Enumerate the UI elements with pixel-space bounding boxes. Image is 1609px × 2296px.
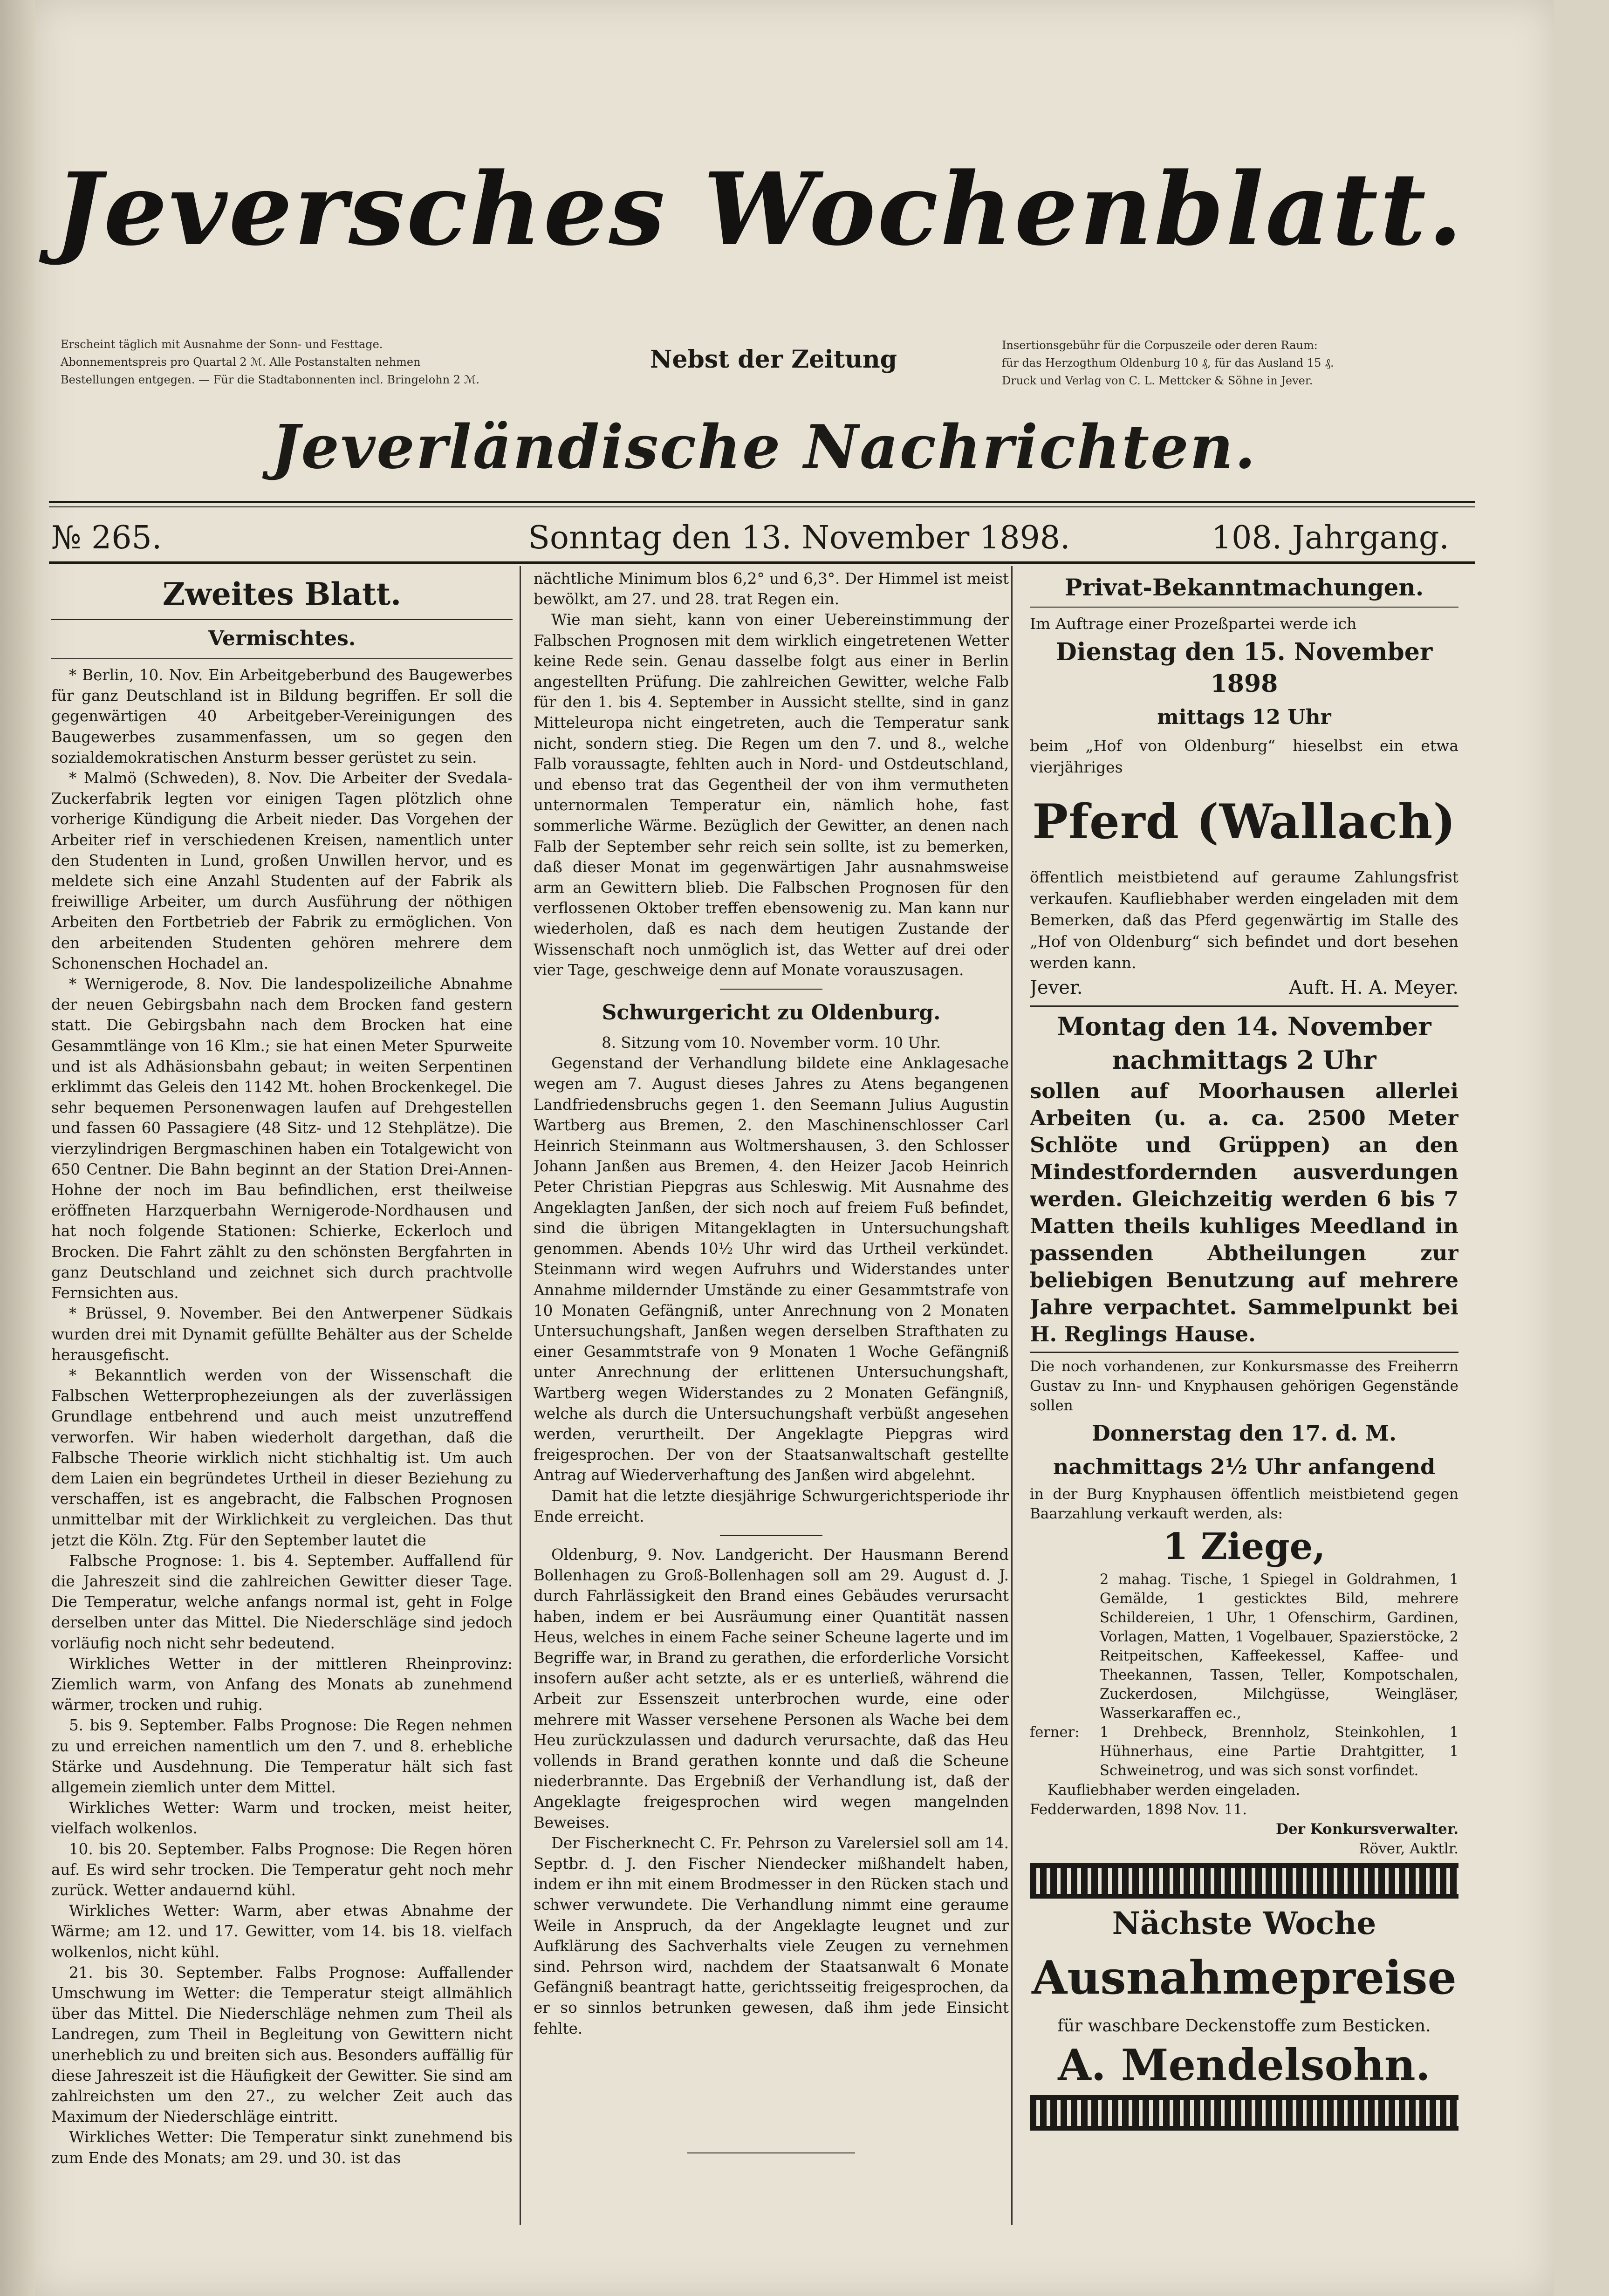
divider (1030, 1352, 1458, 1353)
newspaper-page (35, 0, 1554, 2296)
article-paragraph: 10. bis 20. September. Falbs Prognose: Die Regen hören auf. Es wird sehr trocken. Die Temperatur geht noch mehr zurück. Wetter andauernd kühl. (51, 1840, 513, 1899)
volume-year: 108. Jahrgang. (1211, 519, 1449, 556)
article-paragraph: * Bekanntlich werden von der Wissenschaft die Falbschen Wetterprophezeiungen als der zuverlässigen Grundlage entbehrend und auch meist unzutreffend verworfen. Wir haben wiederholt dargethan, daß die Falbsche Theorie wirklich nicht stichhaltig ist. Um auch dem Laien ein begründetes Urtheil in dieser Beziehung zu verschaffen, ist es angebracht, die Falbschen Prognosen unmittelbar mit der Wirklichkeit zu vergleichen. Das thut jetzt die Köln. Ztg. Für den September lautet die (51, 1366, 513, 1549)
column-divider-1 (520, 566, 521, 2225)
article-paragraph: Wirkliches Wetter in der mittleren Rheinprovinz: Ziemlich warm, von Anfang des Monats ab zunehmend wärmer, trocken und ruhig. (51, 1654, 513, 1714)
ad-body: öffentlich meistbietend auf geraume Zahlungsfrist verkaufen. Kaufliebhaber werden eingeladen mit dem Bemerken, daß das Pferd gegenwärtig im Stalle des „Hof von Oldenburg“ sich befindet und dort besehen werden kann. (1030, 868, 1458, 972)
article-paragraph: * Berlin, 10. Nov. Ein Arbeitgeberbund des Baugewerbes für ganz Deutschland ist in Bildung begriffen. Er soll die gegenwärtigen 40 Arbeitgeber-Vereinigungen des Baugewerbes zusammenfassen, um so gegen den sozialdemokratischen Ansturm besser gerüstet zu sein. (51, 666, 513, 766)
ad-text: beim „Hof von Oldenburg“ hieselbst ein etwa vierjähriges (1030, 737, 1458, 776)
masthead-subtitle: Jeverländische Nachrichten. (271, 412, 1257, 482)
heading-schwurgericht: Schwurgericht zu Oldenburg. (602, 1001, 941, 1025)
heading-vermischtes: Vermischtes. (208, 627, 356, 650)
article-paragraph: Falbsche Prognose: 1. bis 4. September. Auffallend für die Jahreszeit sind die zahlreichen Gewitter dieser Tage. Die Temperatur, welche anfangs normal ist, geht in Folge derselben unter das Mittel. Die Niederschläge sind jedoch vorläufig noch nicht sehr bedeutend. (51, 1551, 513, 1652)
ad-time: mittags 12 Uhr (1157, 705, 1331, 729)
dateline-rule (49, 561, 1475, 564)
divider (1030, 1005, 1458, 1007)
article-paragraph: Wirkliches Wetter: Warm, aber etwas Abnahme der Wärme; am 12. und 17. Gewitter, vom 14. bis 18. vielfach wolkenlos, nicht kühl. (51, 1902, 513, 1961)
header-rule-top (49, 501, 1475, 503)
dateline (51, 517, 1449, 559)
ad-signature: Der Konkursverwalter. (1276, 1821, 1458, 1838)
ad-fabric-line: für waschbare Deckenstoffe zum Besticken. (1057, 2016, 1431, 2036)
advertising-rates-note: Insertionsgebühr für die Corpuszeile oder deren Raum: für das Herzogthum Oldenburg 10 ₰, für das Ausland 15 ₰. Druck und Verlag von C. L. Mettcker & Söhne in Jever. (1002, 339, 1334, 387)
session-line: 8. Sitzung vom 10. November vorm. 10 Uhr. (602, 1034, 941, 1052)
masthead-title: Jeversches Wochenblatt. (55, 151, 1465, 268)
ad-day: Montag den 14. November (1057, 1011, 1431, 1041)
article-paragraph: Gegenstand der Verhandlung bildete eine Anklagesache wegen am 7. August dieses Jahres zu Atens begangenen Landfriedensbruchs gegen 1. den Seemann Julius Augustin Wartberg aus Bremen, 2. den Maschinenschlosser Carl Heinrich Steinmann aus Woltmershausen, 3. den Schlosser Johann Janßen aus Bremen, 4. den Heizer Jacob Heinrich Peter Christian Piepgras aus Schleswig. Mit Ausnahme des Angeklagten Janßen, der sich noch auf freiem Fuß befindet, sind die übrigen Mitangeklagten in Untersuchungshaft genommen. Abends 10½ Uhr wird das Urtheil verkündet. Steinmann wird wegen Aufruhrs und Widerstandes unter Annahme mildernder Umstände zu einer Gesammtstrafe von 10 Monaten Gefängniß, unter Anrechnung von 2 Monaten Untersuchungshaft, Janßen wegen derselben Strafthaten zu einer Gesammtstrafe von 9 Monaten 1 Woche Gefängniß unter Anrechnung der erlittenen Untersuchungshaft, Wartberg wegen Widerstandes zu 2 Monaten Gefängniß, welche als durch die Untersuchungshaft verbüßt angesehen werden, verurtheilt. Der Angeklagte Piepgras wird freigesprochen. Der von der Staatsanwaltschaft gestellte Antrag auf Wiederverhaftung des Janßen wird abgelehnt. (534, 1054, 1009, 1484)
column-advertisements (1030, 568, 1458, 2250)
ad-horse-headline: Pferd (Wallach) (1032, 794, 1456, 850)
article-paragraph: * Malmö (Schweden), 8. Nov. Die Arbeiter der Svedala-Zuckerfabrik legten vor einigen Tagen plötzlich ohne vorherige Kündigung die Arbeit nieder. Das Vorgehen der Arbeiter rief in verschiedenen Kreisen, namentlich unter den Studenten in Lund, großen Unwillen hervor, und es meldete sich eine Anzahl Studenten auf der Fabrik als freiwillige Arbeiter, um durch Ausführung der nöthigen Arbeiten den Fortbetrieb der Fabrik zu ermöglichen. Von den arbeitenden Studenten gehören mehrere dem Schonenschen Hochadel an. (51, 769, 513, 972)
ad-signature-row (1030, 974, 1458, 1002)
column-divider-2 (1011, 566, 1013, 2225)
ornamental-border (1030, 2095, 1458, 2131)
ad-signature: Auft. H. A. Meyer. (1289, 977, 1458, 998)
further-list-text: 1 Drehbeck, Brennholz, Steinkohlen, 1 Hühnerhaus, eine Partie Drahtgitter, 1 Schweinetrog, und was sich sonst vorfindet. (1100, 1724, 1458, 1779)
heading-private-notices: Privat-Bekanntmachungen. (1064, 574, 1424, 601)
article-paragraph: 5. bis 9. September. Falbs Prognose: Die Regen nehmen zu und erreichen namentlich um den 7. und 8. erhebliche Stärke und Ausdehnung. Die Temperatur hält sich fast allgemein ziemlich unter dem Mittel. (51, 1716, 513, 1796)
column-vermischtes (51, 568, 513, 2250)
section-title: Zweites Blatt. (162, 576, 402, 612)
issue-date: Sonntag den 13. November 1898. (528, 519, 1070, 556)
article-paragraph: Wie man sieht, kann von einer Uebereinstimmung der Falbschen Prognosen mit dem wirklich eingetretenen Wetter keine Rede sein. Genau dasselbe folgt aus einer in Berlin angestellten Prüfung. Die zahlreichen Gewitter, welche Falb für den 1. bis 4. September in Aussicht stellte, sind in ganz Mitteleuropa nicht eingetreten, auch die Temperatur sank nicht, sondern stieg. Die Regen um den 7. und 8., welche Falb voraussagte, fehlten auch in Nord- und Ostdeutschland, und ebenso trat das Gegentheil der von ihm vermutheten unternormalen Temperatur ein, nämlich hohe, fast sommerliche Wärme. Bezüglich der Gewitter, an denen nach Falb der September sehr reich sein sollte, ist zu bemerken, daß dieser Monat im gegenwärtigen Jahr ausnahmsweise arm an Gewittern blieb. Die Falbschen Prognosen für den verflossenen Oktober treffen ebensowenig zu. Man kann nur wiederholen, daß es nach dem heutigen Zustande der Wissenschaft noch unmöglich ist, das Wetter auf drei oder vier Tage, geschweige denn auf Monate vorauszusagen. (534, 611, 1009, 979)
ad-goat-headline: 1 Ziege, (1163, 1525, 1326, 1568)
divider (51, 619, 513, 620)
header-rule-thin (49, 506, 1475, 507)
subscription-note: Erscheint täglich mit Ausnahme der Sonn- und Festtage. Abonnementspreis pro Quartal 2 ℳ. Alle Postanstalten nehmen Bestellungen entgegen. — Für die Stadtabonnenten incl. Bringelohn 2 ℳ. (61, 338, 479, 386)
item-list-text: 2 mahag. Tische, 1 Spiegel in Goldrahmen, 1 Gemälde, 1 gesticktes Bild, mehrere Schildereien, 1 Uhr, 1 Ofenschirm, Gardinen, Vorlagen, Matten, 1 Vogelbauer, Spazierstöcke, 2 Reitpeitschen, Kaffeekessel, Kaffee- und Theekannen, Tassen, Teller, Kompotschalen, Zuckerdosen, Milchgüsse, Weingläser, Wasserkaraffen ec., (1100, 1572, 1458, 1722)
ad-place: Jever. (1030, 977, 1083, 998)
article-paragraph: * Brüssel, 9. November. Bei den Antwerpener Südkais wurden drei mit Dynamit gefüllte Behälter aus der Schelde herausgefischt. (51, 1305, 513, 1364)
divider (720, 989, 822, 990)
ornamental-border (1030, 1863, 1458, 1899)
ad-invite: Kaufliebhaber werden eingeladen. (1048, 1782, 1301, 1798)
companion-note: Nebst der Zeitung (650, 345, 897, 374)
article-paragraph: Wirkliches Wetter: Warm und trocken, meist heiter, vielfach wolkenlos. (51, 1799, 513, 1838)
article-paragraph: Der Fischerknecht C. Fr. Pehrson zu Varelersiel soll am 14. Septbr. d. J. den Fischer Niendecker mißhandelt haben, indem er ihn mit einem Brodmesser in den Rücken stach und schwer verwundete. Die Verhandlung nimmt eine geraume Weile in Anspruch, da der Angeklagte leugnet und zur Aufklärung des Sachverhalts viele Zeugen zu vernehmen sind. Pehrson wird, nachdem der Staatsanwalt 6 Monate Gefängniß beantragt hatte, gerichtsseitig freigesprochen, da er so sinnlos betrunken gewesen, daß ihm jede Einsicht fehlte. (534, 1834, 1009, 2037)
divider (1030, 607, 1458, 608)
ad-time: nachmittags 2 Uhr (1112, 1045, 1376, 1075)
divider (51, 658, 513, 659)
article-paragraph: Damit hat die letzte diesjährige Schwurgerichtsperiode ihr Ende erreicht. (534, 1487, 1009, 1525)
divider (687, 2152, 855, 2153)
column-court-reports (534, 568, 1009, 2250)
ad-intro: Die noch vorhandenen, zur Konkursmasse des Freiherrn Gustav zu Inn- und Knyphausen gehörigen Gegenstände sollen (1030, 1358, 1458, 1414)
ad-body: in der Burg Knyphausen öffentlich meistbietend gegen Baarzahlung verkauft werden, als: (1030, 1486, 1458, 1522)
item-list (1030, 1570, 1458, 1723)
divider (720, 1535, 822, 1536)
ad-intro: Im Auftrage einer Prozeßpartei werde ich (1030, 615, 1357, 633)
ad-company-name: A. Mendelsohn. (1058, 2040, 1431, 2090)
ad-special-prices: Ausnahmepreise (1032, 1951, 1457, 2005)
further-label: ferner: (1030, 1724, 1080, 1741)
ad-date: Fedderwarden, 1898 Nov. 11. (1030, 1801, 1247, 1818)
article-paragraph: Wirkliches Wetter: Die Temperatur sinkt zunehmend bis zum Ende des Monats; am 29. und 30. ist das (51, 2128, 513, 2167)
ad-signature: Röver, Auktlr. (1359, 1840, 1458, 1857)
ad-day: Donnerstag den 17. d. M. (1091, 1421, 1397, 1446)
article-paragraph: 21. bis 30. September. Falbs Prognose: Auffallender Umschwung im Wetter: die Temperatur steigt allmählich über das Mittel. Die Niederschläge nehmen zum Theil als Landregen, zum Theil in Begleitung von Gewittern nicht unerheblich zu und breiten sich aus. Besonders auffällig für diese Jahreszeit ist die Häufigkeit der Gewitter. Sie sind am zahlreichsten um den 27., zu welcher Zeit auch das Maximum der Niederschläge eintritt. (51, 1963, 513, 2126)
article-paragraph: nächtliche Minimum blos 6,2° und 6,3°. Der Himmel ist meist bewölkt, am 27. und 28. trat Regen ein. (534, 570, 1009, 608)
ad-body: sollen auf Moorhausen allerlei Arbeiten (u. a. ca. 2500 Meter Schlöte und Grüppen) an den Mindestfordernden ausverdungen werden. Gleichzeitig werden 6 bis 7 Matten theils kuhliges Meedland in passenden Abtheilungen zur beliebigen Benutzung auf mehrere Jahre verpachtet. Sammelpunkt bei H. Reglings Hause. (1030, 1079, 1458, 1346)
issue-number: № 265. (51, 519, 162, 556)
item-list-further (1030, 1723, 1458, 1780)
ad-time: nachmittags 2½ Uhr anfangend (1053, 1454, 1436, 1479)
ad-day: Dienstag den 15. November 1898 (1055, 638, 1433, 698)
article-paragraph: * Wernigerode, 8. Nov. Die landespolizeiliche Abnahme der neuen Gebirgsbahn nach dem Brocken fand gestern statt. Die Gebirgsbahn nach dem Brocken hat eine Gesammtlänge von 16 Klm.; sie hat einen Meter Spurweite und ist als Adhäsionsbahn gebaut; in weiten Serpentinen erklimmt das Geleis den 1142 Mt. hohen Brockenkegel. Die sehr bequemen Personenwagen laufen auf Drehgestellen und fassen 60 Passagiere (48 Sitz- und 12 Stehplätze). Die vierzylindrigen Bergmaschinen haben ein Totalgewicht von 650 Centner. Die Bahn beginnt an der Station Drei-Annen-Hohne der noch im Bau befindlichen, erst theilweise eröffneten Harzquerbahn Wernigerode-Nordhausen und hat noch folgende Stationen: Schierke, Eckerloch und Brocken. Die Fahrt zählt zu den schönsten Bergfahrten in ganz Deutschland und zeichnet sich durch prachtvolle Fernsichten aus. (51, 975, 513, 1302)
adjacent-page-edge (0, 0, 35, 2296)
ad-next-week: Nächste Woche (1112, 1905, 1376, 1941)
article-paragraph: Oldenburg, 9. Nov. Landgericht. Der Hausmann Berend Bollenhagen zu Groß-Bollenhagen soll am 29. August d. J. durch Fahrlässigkeit den Brand eines Gebäudes verursacht haben, indem er bei Ausräumung einer Quantität nassen Heus, welches in einem Fache seiner Scheune lagerte und im Begriffe war, in Brand zu gerathen, die erforderliche Vorsicht insofern außer acht setzte, als er es unterließ, während die Arbeit zur Essenszeit unterbrochen wurde, eine oder mehrere mit Wasser versehene Personen als Wache bei dem Heu zurückzulassen und dadurch verursachte, daß das Heu vollends in Brand gerathen konnte und daß die Scheune niederbrannte. Das Ergebniß der Verhandlung ist, daß der Angeklagte freigesprochen wird wegen mangelnden Beweises. (534, 1545, 1009, 1831)
